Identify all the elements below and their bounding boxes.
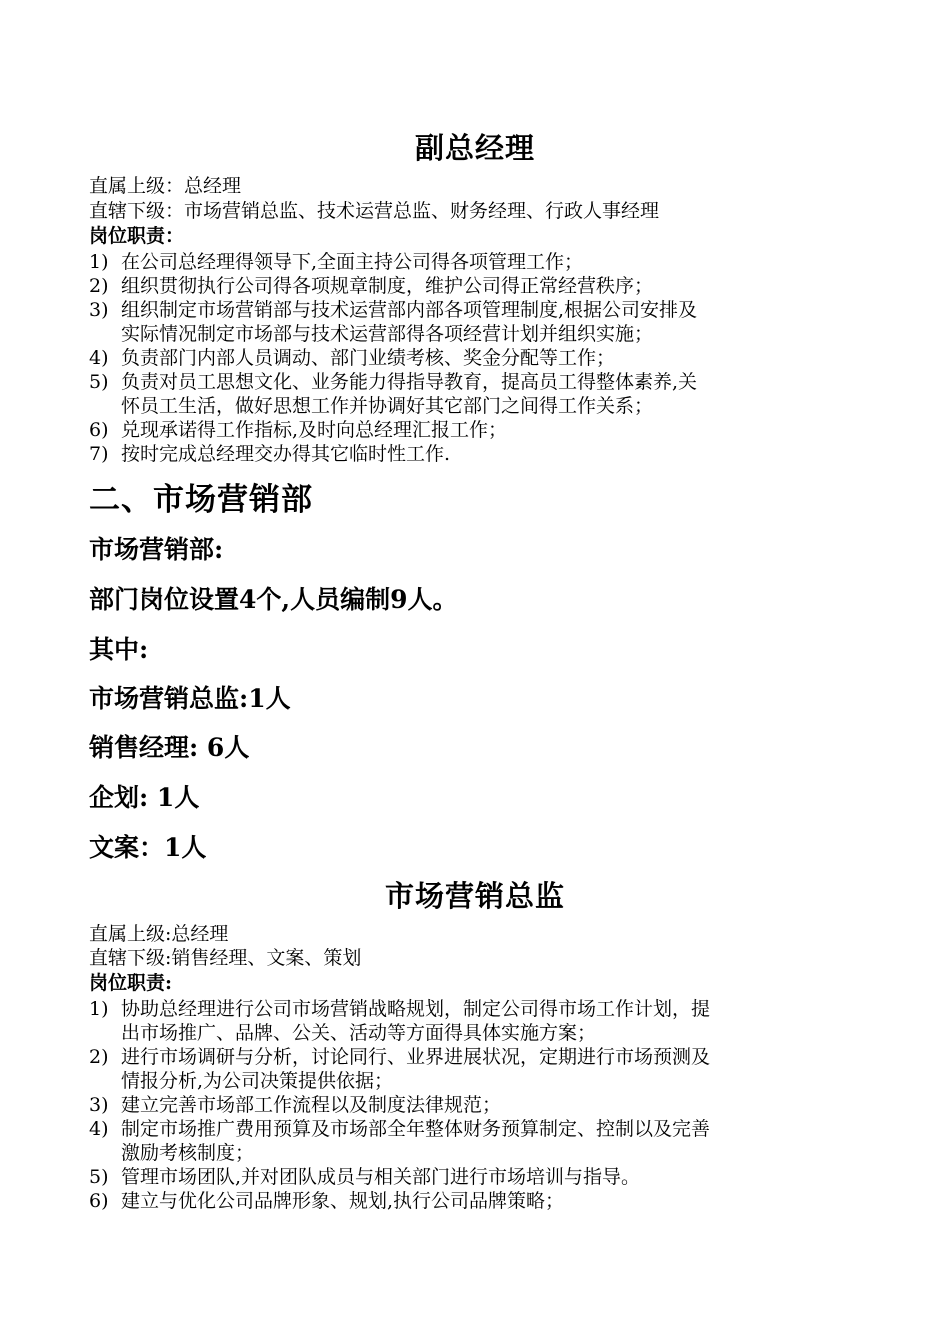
section2-heading: 二、市场营销部	[89, 482, 313, 518]
item-number: 6)	[89, 1190, 109, 1212]
item-text: 制定市场推广费用预算及市场部全年整体财务预算制定、控制以及完善	[121, 1118, 711, 1140]
item-text-continued: 怀员工生活，做好思想工作并协调好其它部门之间得工作关系；	[121, 395, 654, 417]
item-text-continued: 激励考核制度；	[121, 1142, 255, 1164]
section3-subordinate: 直辖下级:销售经理、文案、策划	[89, 947, 362, 969]
section2-line: 企划: 1人	[89, 783, 200, 812]
item-text: 按时完成总经理交办得其它临时性工作.	[121, 443, 451, 465]
list-item	[89, 1117, 869, 1165]
section2-line: 文案：1人	[89, 833, 207, 862]
item-text: 负责部门内部人员调动、部门业绩考核、奖金分配等工作；	[121, 347, 616, 369]
item-number: 4)	[89, 1118, 109, 1140]
item-number: 1)	[89, 251, 109, 273]
item-text-continued: 实际情况制定市场部与技术运营部得各项经营计划并组织实施；	[121, 323, 654, 345]
item-text: 组织贯彻执行公司得各项规章制度，维护公司得正常经营秩序；	[121, 275, 654, 297]
section2-line: 部门岗位设置4个,人员编制9人。	[89, 585, 458, 614]
section3-title: 市场营销总监	[384, 879, 565, 913]
item-text: 建立与优化公司品牌形象、规划,执行公司品牌策略；	[121, 1190, 565, 1212]
item-number: 3)	[89, 1094, 109, 1116]
list-item	[89, 250, 869, 274]
list-item	[89, 1165, 869, 1189]
item-number: 3)	[89, 299, 109, 321]
item-text-continued: 出市场推广、品牌、公关、活动等方面得具体实施方案；	[121, 1022, 597, 1044]
list-item	[89, 370, 869, 418]
item-text: 管理市场团队,并对团队成员与相关部门进行市场培训与指导。	[121, 1166, 641, 1188]
item-number: 2)	[89, 275, 109, 297]
section3-superior: 直属上级:总经理	[89, 923, 229, 945]
item-number: 5)	[89, 1166, 109, 1188]
list-item	[89, 997, 869, 1045]
section1-duties-label: 岗位职责：	[89, 225, 185, 247]
item-text: 组织制定市场营销部与技术运营部内部各项管理制度,根据公司安排及	[121, 299, 698, 321]
item-number: 2)	[89, 1046, 109, 1068]
item-number: 6)	[89, 419, 109, 441]
list-item	[89, 298, 869, 346]
section2-line: 市场营销部:	[89, 535, 224, 564]
list-item	[89, 274, 869, 298]
item-text: 在公司总经理得领导下,全面主持公司得各项管理工作；	[121, 251, 584, 273]
section2-line: 销售经理: 6人	[89, 733, 250, 762]
list-item	[89, 346, 869, 370]
section1-superior: 直属上级：总经理	[89, 175, 242, 197]
item-number: 1)	[89, 998, 109, 1020]
section3-duties-list	[89, 997, 869, 1213]
section2-line: 其中:	[89, 635, 149, 664]
list-item	[89, 442, 869, 466]
section2-line: 市场营销总监:1人	[89, 684, 291, 713]
section1-title: 副总经理	[414, 131, 535, 165]
section1-subordinate: 直辖下级：市场营销总监、技术运营总监、财务经理、行政人事经理	[89, 200, 660, 222]
item-text: 协助总经理进行公司市场营销战略规划，制定公司得市场工作计划，提	[121, 998, 711, 1020]
list-item	[89, 1045, 869, 1093]
section3-duties-label: 岗位职责:	[89, 972, 173, 994]
item-text-continued: 情报分析,为公司决策提供依据；	[121, 1070, 394, 1092]
item-number: 4)	[89, 347, 109, 369]
item-text: 兑现承诺得工作指标,及时向总经理汇报工作；	[121, 419, 508, 441]
list-item	[89, 1093, 869, 1117]
item-number: 7)	[89, 443, 109, 465]
list-item	[89, 418, 869, 442]
section1-duties-list	[89, 250, 869, 466]
item-number: 5)	[89, 371, 109, 393]
item-text: 建立完善市场部工作流程以及制度法律规范；	[121, 1094, 502, 1116]
list-item	[89, 1189, 869, 1213]
item-text: 进行市场调研与分析，讨论同行、业界进展状况，定期进行市场预测及	[121, 1046, 711, 1068]
item-text: 负责对员工思想文化、业务能力得指导教育，提高员工得整体素养,关	[121, 371, 698, 393]
